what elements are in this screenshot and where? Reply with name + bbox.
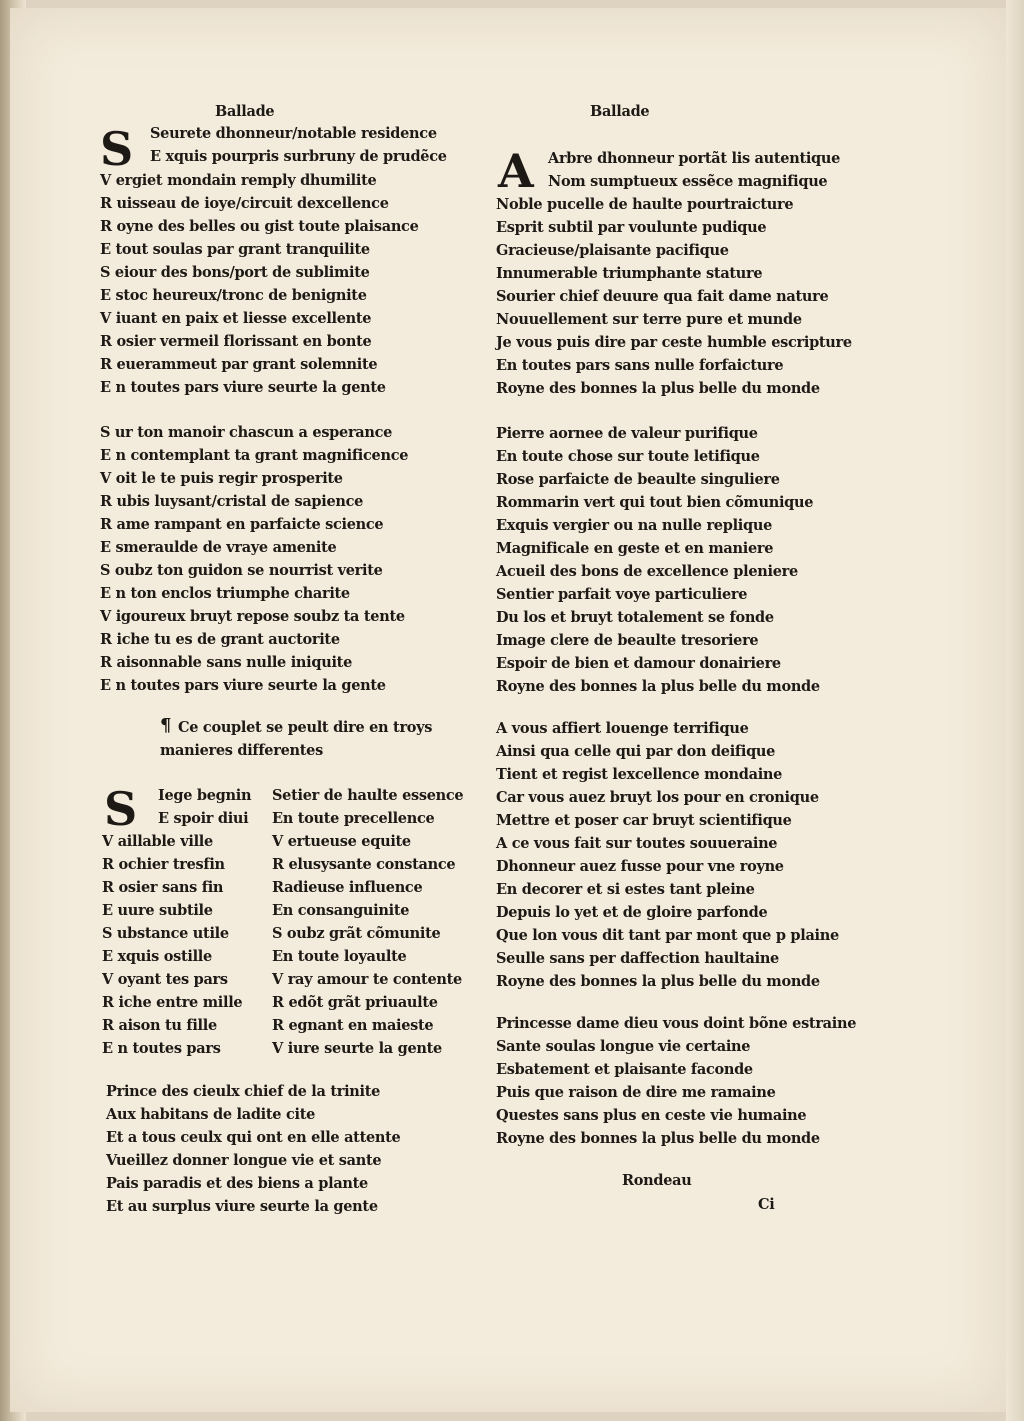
catchword: Ci xyxy=(758,1196,775,1213)
couplet-cell: R aison tu fille xyxy=(102,1017,217,1034)
verse-line: Rose parfaicte de beaulte singuliere xyxy=(496,471,780,488)
verse-line: Depuis lo yet et de gloire parfonde xyxy=(496,904,768,921)
verse-line: Exquis vergier ou na nulle replique xyxy=(496,517,772,534)
couplet-cell: E uure subtile xyxy=(102,902,213,919)
couplet-cell: R iche entre mille xyxy=(102,994,243,1011)
couplet-cell: R osier sans fin xyxy=(102,879,224,896)
verse-line: Pierre aornee de valeur purifique xyxy=(496,425,758,442)
couplet-cell: S ubstance utile xyxy=(102,925,229,942)
verse-line: A ce vous fait sur toutes souueraine xyxy=(496,835,778,852)
couplet-cell: V oyant tes pars xyxy=(102,971,228,988)
verse-line: Royne des bonnes la plus belle du monde xyxy=(496,973,820,990)
couplet-cell: R edõt grãt priuaulte xyxy=(272,994,438,1011)
verse-line: Image clere de beaulte tresoriere xyxy=(496,632,759,649)
verse-line: E n ton enclos triumphe charite xyxy=(100,585,350,602)
envoi-line: Pais paradis et des biens a plante xyxy=(106,1175,368,1192)
verse-line: Esprit subtil par voulunte pudique xyxy=(496,219,767,236)
verse-line: Mettre et poser car bruyt scientifique xyxy=(496,812,792,829)
verse-line: S oubz ton guidon se nourrist verite xyxy=(100,562,383,579)
verse-line: R osier vermeil florissant en bonte xyxy=(100,333,372,350)
verse-line: Arbre dhonneur portãt lis autentique xyxy=(548,150,841,167)
verse-line: Magnificale en geste et en maniere xyxy=(496,540,774,557)
envoi-line: Et au surplus viure seurte la gente xyxy=(106,1198,378,1215)
couplet-note: manieres differentes xyxy=(160,742,323,759)
couplet-cell: Radieuse influence xyxy=(272,879,423,896)
couplet-cell: R egnant en maieste xyxy=(272,1017,434,1034)
verse-line: Royne des bonnes la plus belle du monde xyxy=(496,678,820,695)
verse-line: Seulle sans per daffection haultaine xyxy=(496,950,779,967)
page-edge xyxy=(1006,0,1024,1421)
couplet-note: Ce couplet se peult dire en troys xyxy=(178,719,433,736)
decorated-initial-s: S xyxy=(104,782,138,836)
verse-line: V ergiet mondain remply dhumilite xyxy=(100,172,377,189)
verse-line: R ame rampant en parfaicte science xyxy=(100,516,384,533)
envoi-line: Sante soulas longue vie certaine xyxy=(496,1038,751,1055)
verse-line: V iuant en paix et liesse excellente xyxy=(100,310,372,327)
verse-line: E stoc heureux/tronc de benignite xyxy=(100,287,367,304)
envoi-line: Aux habitans de ladite cite xyxy=(106,1106,316,1123)
verse-line: Noble pucelle de haulte pourtraicture xyxy=(496,196,794,213)
envoi-line: Royne des bonnes la plus belle du monde xyxy=(496,1130,820,1147)
verse-line: V igoureux bruyt repose soubz ta tente xyxy=(100,608,405,625)
couplet-cell: R elusysante constance xyxy=(272,856,456,873)
verse-line: Acueil des bons de excellence pleniere xyxy=(496,563,798,580)
ballade-title-left: Ballade xyxy=(215,103,275,120)
verse-line: Ainsi qua celle qui par don deifique xyxy=(496,743,776,760)
verse-line: Dhonneur auez fusse pour vne royne xyxy=(496,858,784,875)
verse-line: Royne des bonnes la plus belle du monde xyxy=(496,380,820,397)
verse-line: A vous affiert louenge terrifique xyxy=(496,720,749,737)
verse-line: Innumerable triumphante stature xyxy=(496,265,763,282)
verse-line: E tout soulas par grant tranquilite xyxy=(100,241,370,258)
couplet-cell: R ochier tresfin xyxy=(102,856,225,873)
couplet-cell: En toute loyaulte xyxy=(272,948,407,965)
verse-line: Espoir de bien et damour donairiere xyxy=(496,655,781,672)
couplet-cell: V ertueuse equite xyxy=(272,833,411,850)
couplet-cell: E spoir diui xyxy=(158,810,249,827)
envoi-line: Questes sans plus en ceste vie humaine xyxy=(496,1107,807,1124)
envoi-line: Prince des cieulx chief de la trinite xyxy=(106,1083,381,1100)
verse-line: Que lon vous dit tant par mont que p plaine xyxy=(496,927,839,944)
verse-line: S eiour des bons/port de sublimite xyxy=(100,264,370,281)
verse-line: R oyne des belles ou gist toute plaisance xyxy=(100,218,419,235)
envoi-line: Et a tous ceulx qui ont en elle attente xyxy=(106,1129,401,1146)
envoi-line: Vueillez donner longue vie et sante xyxy=(106,1152,382,1169)
verse-line: R euerammeut par grant solemnite xyxy=(100,356,378,373)
verse-line: S ur ton manoir chascun a esperance xyxy=(100,424,393,441)
couplet-cell: V iure seurte la gente xyxy=(272,1040,442,1057)
verse-line: Nom sumptueux essẽce magnifique xyxy=(548,173,828,190)
verse-line: En toutes pars sans nulle forfaicture xyxy=(496,357,784,374)
verse-line: Car vous auez bruyt los pour en cronique xyxy=(496,789,819,806)
verse-line: R iche tu es de grant auctorite xyxy=(100,631,340,648)
couplet-cell: E xquis ostille xyxy=(102,948,212,965)
envoi-line: Princesse dame dieu vous doint bõne estraine xyxy=(496,1015,857,1032)
couplet-cell: E n toutes pars xyxy=(102,1040,221,1057)
verse-line: E n toutes pars viure seurte la gente xyxy=(100,677,386,694)
verse-line: Seurete dhonneur/notable residence xyxy=(150,125,437,142)
decorated-initial-a: A xyxy=(498,144,534,198)
couplet-cell: V aillable ville xyxy=(102,833,213,850)
next-heading-rondeau: Rondeau xyxy=(622,1172,692,1189)
verse-line: R uisseau de ioye/circuit dexcellence xyxy=(100,195,389,212)
verse-line: Du los et bruyt totalement se fonde xyxy=(496,609,774,626)
envoi-line: Esbatement et plaisante faconde xyxy=(496,1061,753,1078)
couplet-cell: V ray amour te contente xyxy=(272,971,462,988)
verse-line: Rommarin vert qui tout bien cõmunique xyxy=(496,494,814,511)
verse-line: E xquis pourpris surbruny de prudẽce xyxy=(150,148,447,165)
verse-line: Sentier parfait voye particuliere xyxy=(496,586,748,603)
verse-line: E n toutes pars viure seurte la gente xyxy=(100,379,386,396)
ballade-title-right: Ballade xyxy=(590,103,650,120)
verse-line: E smeraulde de vraye amenite xyxy=(100,539,337,556)
decorated-initial-s: S xyxy=(100,122,134,176)
verse-line: Je vous puis dire par ceste humble escripture xyxy=(496,334,852,351)
verse-line: Sourier chief deuure qua fait dame nature xyxy=(496,288,829,305)
couplet-cell: En toute precellence xyxy=(272,810,435,827)
verse-line: Tient et regist lexcellence mondaine xyxy=(496,766,783,783)
verse-line: E n contemplant ta grant magnificence xyxy=(100,447,409,464)
envoi-line: Puis que raison de dire me ramaine xyxy=(496,1084,776,1101)
couplet-cell: Setier de haulte essence xyxy=(272,787,464,804)
verse-line: Gracieuse/plaisante pacifique xyxy=(496,242,729,259)
verse-line: En decorer et si estes tant pleine xyxy=(496,881,755,898)
pilcrow-mark: ¶ xyxy=(160,715,172,736)
verse-line: En toute chose sur toute letifique xyxy=(496,448,760,465)
verse-line: R aisonnable sans nulle iniquite xyxy=(100,654,352,671)
couplet-cell: En consanguinite xyxy=(272,902,410,919)
verse-line: R ubis luysant/cristal de sapience xyxy=(100,493,364,510)
verse-line: V oit le te puis regir prosperite xyxy=(100,470,343,487)
verse-line: Nouuellement sur terre pure et munde xyxy=(496,311,802,328)
couplet-cell: S oubz grãt cõmunite xyxy=(272,925,441,942)
couplet-cell: Iege begnin xyxy=(158,787,252,804)
